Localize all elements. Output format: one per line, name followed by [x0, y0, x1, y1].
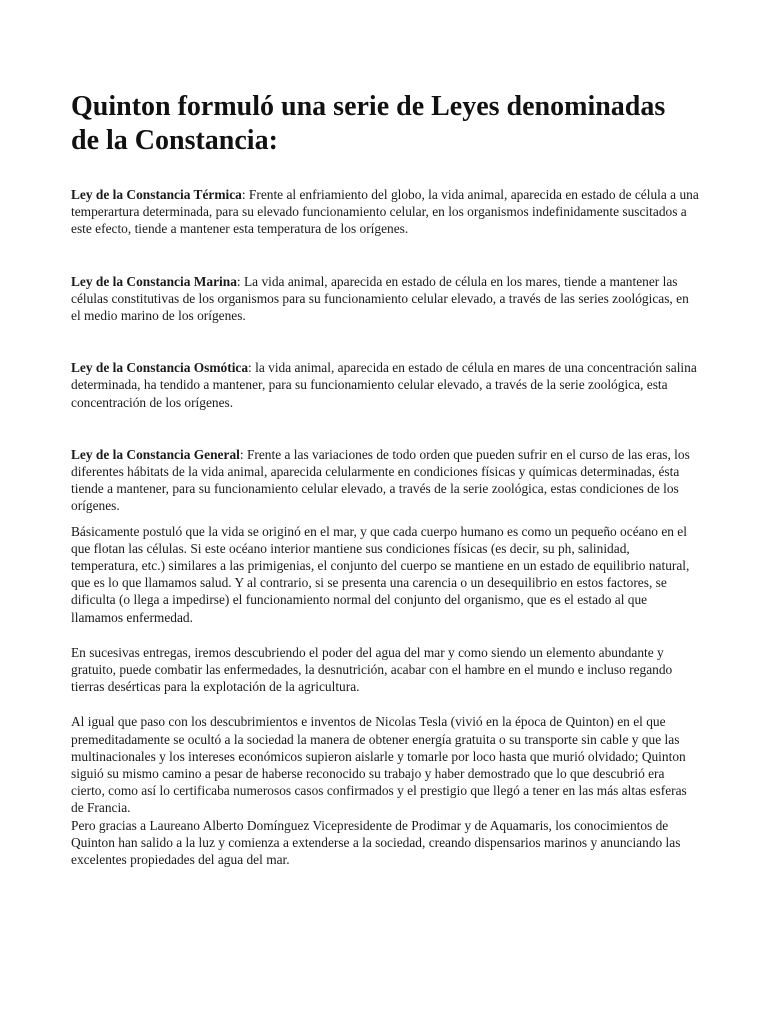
law-paragraph-marine — [71, 273, 699, 325]
law-text: : la vida animal, aparecida en estado de célula en mares de una concentración salina determinada, ha tendido a mantener, para su funcionamiento celular elevado, a través de la serie zoológica, esta concentración de los orígenes. — [71, 360, 697, 410]
law-text: : Frente a las variaciones de todo orden que pueden sufrir en el curso de las eras, los diferentes hábitats de la vida animal, aparecida celularmente en condiciones físicas y químicas determinadas, ésta tiende a mantener, para su funcionamiento celular elevado, a través de la serie zoológica, estas condiciones de los orígenes. — [71, 446, 690, 514]
body-paragraph: Básicamente postuló que la vida se originó en el mar, y que cada cuerpo humano es como un pequeño océano en el que flotan las células. Si este océano interior mantiene sus condiciones físicas (es decir, su ph, salinidad, temperatura, etc.) similares a las primigenias, el conjunto del cuerpo se mantiene en un estado de equilibrio natural, que es lo que llamamos salud. Y al contrario, si se presenta una carencia o un desequilibrio en estos factores, se dificulta (o llega a impedirse) el funcionamiento normal del conjunto del organismo, que es el estado al que llamamos enfermedad. — [71, 523, 690, 625]
law-name: Ley de la Constancia General — [71, 446, 240, 462]
body-paragraph: En sucesivas entregas, iremos descubriendo el poder del agua del mar y como siendo un elemento abundante y gratuito, puede combatir las enfermedades, la desnutrición, acabar con el hambre en el mundo e incluso regando tierras desérticas para la explotación de la agricultura. — [71, 644, 673, 695]
document-page — [71, 90, 699, 868]
law-name: Ley de la Constancia Térmica — [71, 187, 242, 202]
body-paragraph: Al igual que paso con los descubrimientos e inventos de Nicolas Tesla (vivió en la época de Quinton) en el que premeditadamente se ocultó a la sociedad la manera de obtener energía gratuita o su transporte sin cable y que las multinacionales y los intereses económicos supieron aislarle y tomarle por loco hasta que murió olvidado; Quinton siguió su mismo camino a pesar de haberse reconocido su trabajo y haber demostrado que lo que descubrió era cierto, como así lo certificaba numerosos casos confirmados y el prestigio que llegó a tener en las más altas esferas de Francia. — [71, 714, 687, 816]
document-title: Quinton formuló una serie de Leyes denominadas de la Constancia: — [71, 91, 666, 156]
body-paragraph: Pero gracias a Laureano Alberto Domínguez Vicepresidente de Prodimar y de Aquamaris, los conocimientos de Quinton han salido a la luz y comienza a extenderse a la sociedad, creando dispensarios marinos y anunciando las excelentes propiedades del agua del mar. — [71, 817, 681, 868]
law-text: : Frente al enfriamiento del globo, la vida animal, aparecida en estado de célula a una temperartura determinada, para su elevado funcionamiento celular, en los organismos indefinidamente suscitados a este efecto, tiende a mantener esta temperatura de los orígenes. — [71, 187, 699, 237]
law-paragraph-thermal — [71, 186, 699, 238]
law-paragraph-general — [71, 446, 699, 515]
law-name: Ley de la Constancia Osmótica — [71, 360, 249, 376]
law-paragraph-osmotic — [71, 359, 699, 411]
law-name: Ley de la Constancia Marina — [71, 273, 237, 289]
law-text: : La vida animal, aparecida en estado de célula en los mares, tiende a mantener las células constitutivas de los organismos para su funcionamiento celular elevado, a través de las series zoológicas, en el medio marino de los orígenes. — [71, 273, 689, 324]
